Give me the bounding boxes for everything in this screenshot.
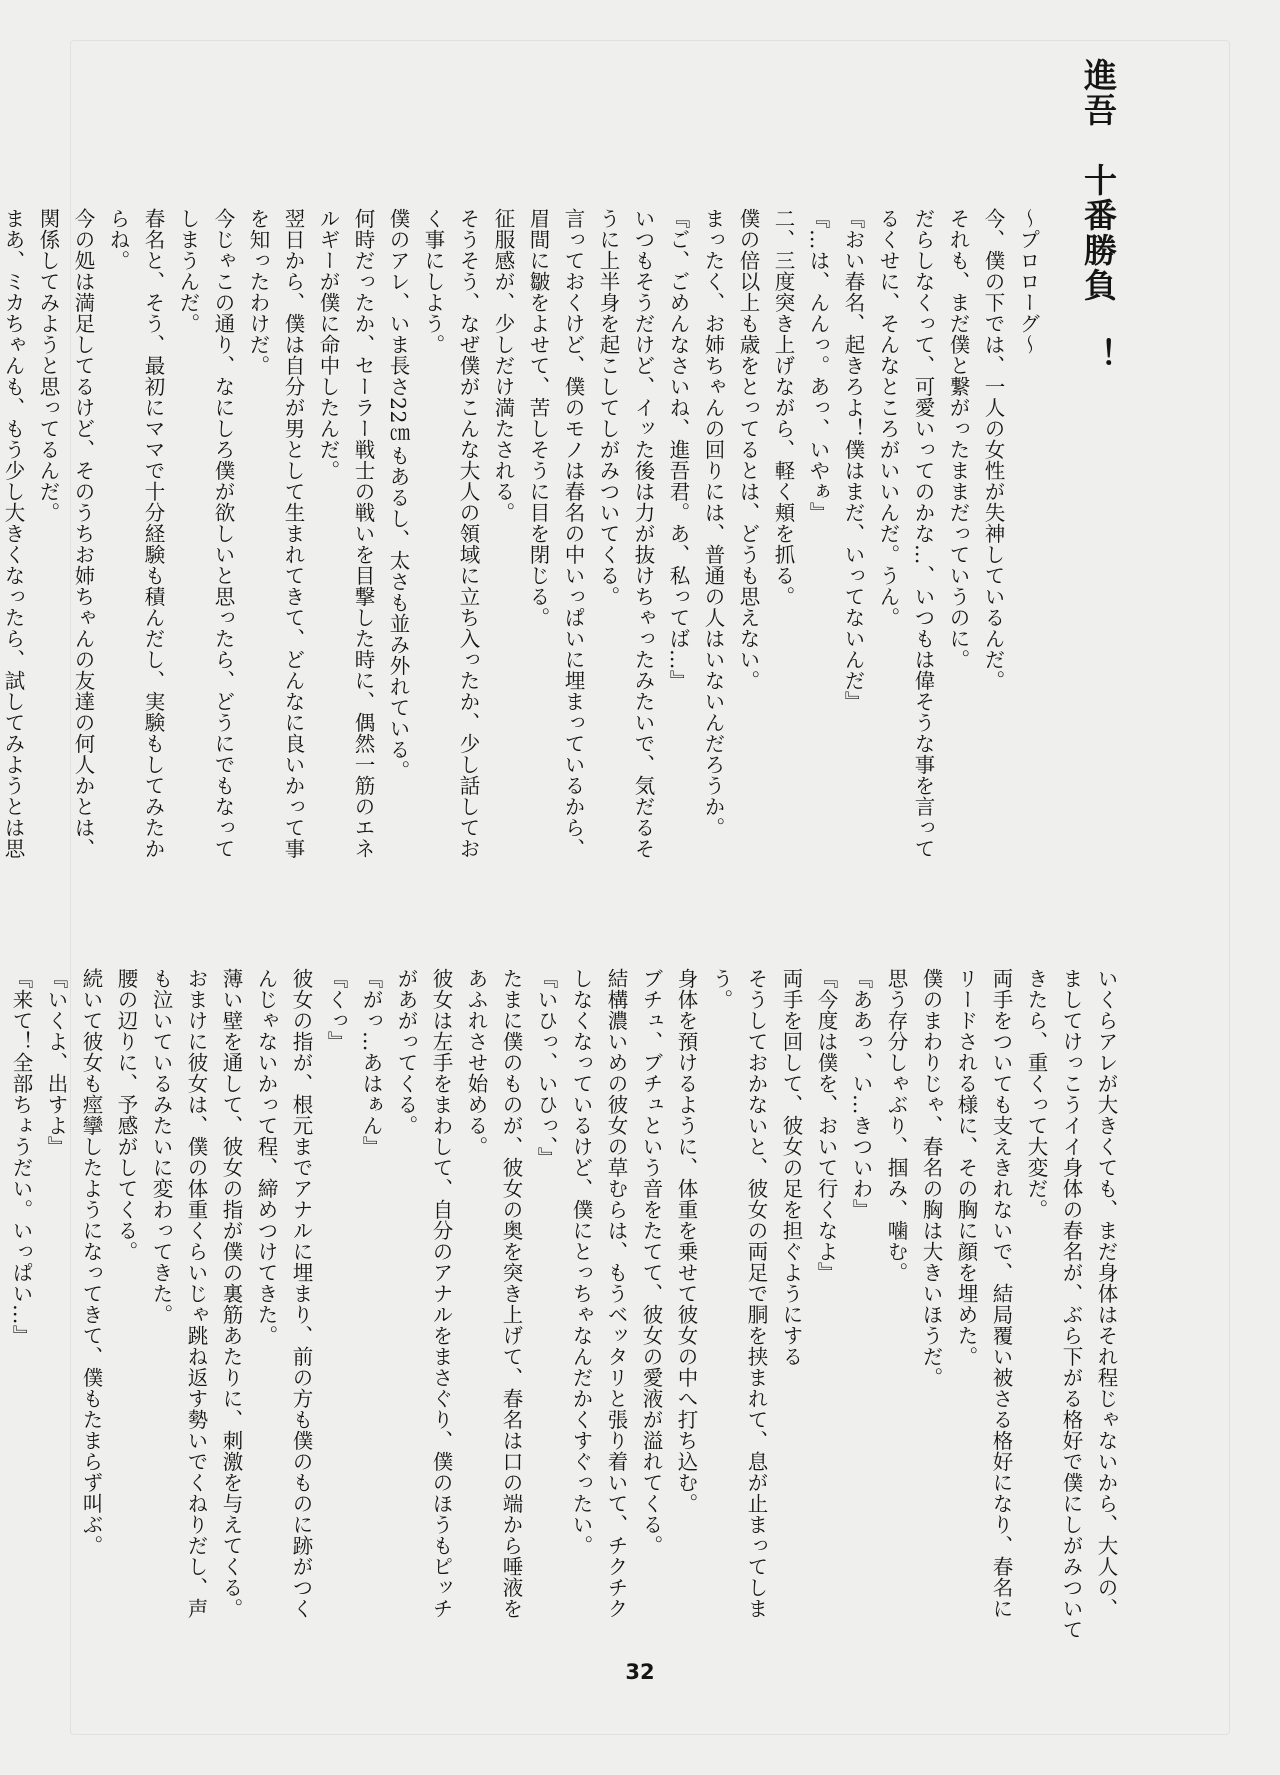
text-line: ブチュ、ブチュという音をたてて、彼女の愛液が溢れてくる。 [639, 968, 663, 1556]
text-line: 彼女は左手をまわして、自分のアナルをまさぐり、僕のほうもピッチ [429, 968, 453, 1619]
text-line: たまに僕のものが、彼女の奥を突き上げて、春名は口の端から唾液を [499, 968, 523, 1619]
text-line: も泣いているみたいに変わってきた。 [149, 968, 173, 1325]
text-line: 『くっ』 [324, 968, 348, 1052]
text-line: ルギーが僕に命中したんだ。 [316, 208, 340, 481]
text-line: 『今度は僕を、おいて行くなよ』 [814, 968, 838, 1283]
text-line: きたら、重くって大変だ。 [1024, 968, 1048, 1220]
text-line: まったく、お姉ちゃんの回りには、普通の人はいないんだろうか。 [701, 208, 725, 838]
text-line: うに上半身を起こしてしがみついてくる。 [596, 208, 620, 607]
text-line: 『ご、ごめんなさいね、進吾君。あ、私ってば…』 [666, 208, 690, 691]
text-line: 彼女の指が、根元までアナルに埋まり、前の方も僕のものに跡がつく [289, 968, 313, 1619]
text-line: 『いくよ、出すよ』 [44, 968, 68, 1157]
text-line: 結構濃いめの彼女の草むらは、もうベッタリと張り着いて、チクチク [604, 968, 628, 1619]
text-line: しなくなっているけど、僕にとっちゃなんだかくすぐったい。 [569, 968, 593, 1556]
text-line: 関係してみようと思ってるんだ。 [36, 208, 60, 523]
text-line: 今じゃこの通り、なにしろ僕が欲しいと思ったら、どうにでもなって [211, 208, 235, 859]
text-line: 薄い壁を通して、彼女の指が僕の裏筋あたりに、刺激を与えてくる。 [219, 968, 243, 1619]
text-line: 身体を預けるように、体重を乗せて彼女の中へ打ち込む。 [674, 968, 698, 1514]
text-line: そうそう、なぜ僕がこんな大人の領域に立ち入ったか、少し話してお [456, 208, 480, 859]
text-line: 何時だったか、セーラー戦士の戦いを目撃した時に、偶然一筋のエネ [351, 208, 375, 859]
text-line: く事にしよう。 [421, 208, 445, 355]
text-line [0, 968, 3, 1630]
text-line: 僕の倍以上も歳をとってるとは、どうも思えない。 [736, 208, 760, 691]
text-line: るくせに、そんなところがいいんだ。うん。 [876, 208, 900, 628]
text-block-lower [0, 968, 1123, 1640]
text-line: 『いひっ、いひっ、』 [534, 968, 558, 1168]
text-line: があがってくる。 [394, 968, 418, 1136]
text-line: 『…は、んんっ。あっ、いやぁ』 [806, 208, 830, 523]
text-line: ～プロローグ～ [1016, 208, 1040, 355]
text-line: 『おい春名、起きろよ！僕はまだ、いってないんだ』 [841, 208, 865, 712]
text-line: 両手をついても支えきれないで、結局覆い被さる格好になり、春名に [989, 968, 1013, 1619]
text-line: 両手を回して、彼女の足を担ぐようにする [779, 968, 803, 1367]
text-line: を知ったわけだ。 [246, 208, 270, 376]
text-line: 僕のまわりじゃ、春名の胸は大きいほうだ。 [919, 968, 943, 1388]
text-line: 僕のアレ、いま長さ22㎝もあるし、太さも並み外れている。 [386, 208, 410, 782]
page-number: 32 [625, 1660, 655, 1684]
text-line: 征服感が、少しだけ満たされる。 [491, 208, 515, 523]
text-line: それも、まだ僕と繋がったままだっていうのに。 [946, 208, 970, 670]
text-line: う。 [709, 968, 733, 1010]
text-line: あふれさせ始める。 [464, 968, 488, 1157]
text-line: 『ああっ、い…きついわ』 [849, 968, 873, 1220]
text-line: まあ、ミカちゃんも、もう少し大きくなったら、試してみようとは思 [1, 208, 25, 859]
text-line: 言っておくけど、僕のモノは春名の中いっぱいに埋まっているから、 [561, 208, 585, 859]
text-line: だらしなくって、可愛いってのかな…、いつもは偉そうな事を言って [911, 208, 935, 859]
text-line: 春名と、そう、最初にママで十分経験も積んだし、実験もしてみたか [141, 208, 165, 859]
text-block-upper [0, 208, 1045, 859]
text-line: 眉間に皺をよせて、苦しそうに目を閉じる。 [526, 208, 550, 628]
story-title: 進吾 十番勝負 ！ [1079, 58, 1118, 373]
text-line: 『来て！全部ちょうだい。いっぱい…』 [9, 968, 33, 1346]
text-line: ましてけっこうイイ身体の春名が、ぶら下がる格好で僕にしがみついて [1059, 968, 1083, 1640]
text-line: 翌日から、僕は自分が男として生まれてきて、どんなに良いかって事 [281, 208, 305, 859]
text-line: 今、僕の下では、一人の女性が失神しているんだ。 [981, 208, 1005, 691]
text-line: いつもそうだけど、イッた後は力が抜けちゃったみたいで、気だるそ [631, 208, 655, 859]
text-line: おまけに彼女は、僕の体重くらいじゃ跳ね返す勢いでくねりだし、声 [184, 968, 208, 1619]
text-line: リードされる様に、その胸に顔を埋めた。 [954, 968, 978, 1367]
text-line: 二、三度突き上げながら、軽く頬を抓る。 [771, 208, 795, 607]
text-line: んじゃないかって程、締めつけてきた。 [254, 968, 278, 1346]
text-line: 『がっ…あはぁん』 [359, 968, 383, 1157]
text-line: いくらアレが大きくても、まだ身体はそれ程じゃないから、大人の、 [1094, 968, 1118, 1619]
text-line: 今の処は満足してるけど、そのうちお姉ちゃんの友達の何人かとは、 [71, 208, 95, 859]
text-line: しまうんだ。 [176, 208, 200, 334]
text-line: 腰の辺りに、予感がしてくる。 [114, 968, 138, 1262]
text-line: らね。 [106, 208, 130, 271]
text-line: 思う存分しゃぶり、掴み、噛む。 [884, 968, 908, 1283]
text-line: 続いて彼女も痙攣したようになってきて、僕もたまらず叫ぶ。 [79, 968, 103, 1556]
text-line: そうしておかないと、彼女の両足で胴を挟まれて、息が止まってしま [744, 968, 768, 1619]
